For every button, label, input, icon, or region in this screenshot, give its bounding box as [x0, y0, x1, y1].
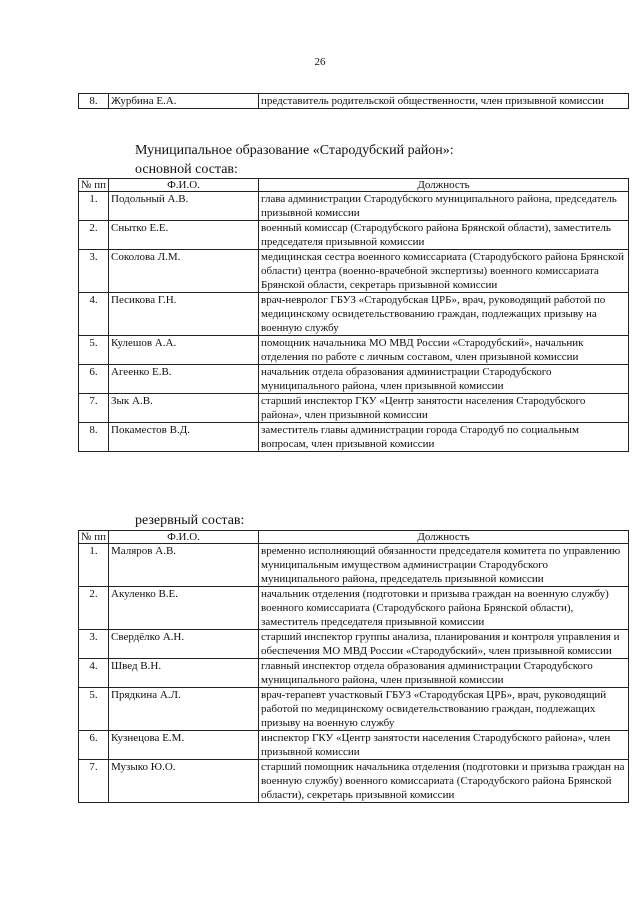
reserve-composition-table: [78, 530, 629, 803]
row-position: временно исполняющий обязанности председателя комитета по управлению муниципальным имуществом администрации Стародубского муниципального района, председатель призывной комиссии: [259, 544, 629, 587]
row-position: врач-терапевт участковый ГБУЗ «Стародубская ЦРБ», врач, руководящий работой по медицинскому освидетельствованию граждан, подлежащих призыву на военную службу: [259, 688, 629, 731]
row-number: 3.: [79, 250, 109, 293]
row-name: Кузнецова Е.М.: [109, 731, 259, 760]
row-name: Покаместов В.Д.: [109, 423, 259, 452]
row-number: 3.: [79, 630, 109, 659]
table-row: [79, 760, 629, 803]
row-position: врач-невролог ГБУЗ «Стародубская ЦРБ», врач, руководящий работой по медицинскому освидетельствованию граждан, подлежащих призыву на военную службу: [259, 293, 629, 336]
reserve-composition-heading: резервный состав:: [135, 513, 245, 528]
row-number: 7.: [79, 394, 109, 423]
row-number: 4.: [79, 659, 109, 688]
row-name: Музыко Ю.О.: [109, 760, 259, 803]
row-number: 6.: [79, 365, 109, 394]
table-row: [79, 630, 629, 659]
row-position: глава администрации Стародубского муниципального района, председатель призывной комиссии: [259, 192, 629, 221]
row-name: Швед В.Н.: [109, 659, 259, 688]
table-row: [79, 192, 629, 221]
row-name: Прядкина А.Л.: [109, 688, 259, 731]
row-name: Зык А.В.: [109, 394, 259, 423]
table-row: [79, 250, 629, 293]
row-position: инспектор ГКУ «Центр занятости населения Стародубского района», член призывной комиссии: [259, 731, 629, 760]
main-composition-heading: основной состав:: [135, 162, 238, 177]
row-name: Соколова Л.М.: [109, 250, 259, 293]
row-position: начальник отдела образования администрации Стародубского муниципального района, член призывной комиссии: [259, 365, 629, 394]
main-composition-table: [78, 178, 629, 452]
column-header-num: № пп: [79, 179, 109, 192]
table-row: [79, 659, 629, 688]
table-header-row: [79, 531, 629, 544]
row-name: Подольный А.В.: [109, 192, 259, 221]
column-header-name: Ф.И.О.: [109, 531, 259, 544]
top-table: [78, 93, 629, 109]
row-name: Песикова Г.Н.: [109, 293, 259, 336]
table-row: [79, 587, 629, 630]
row-name: Акуленко В.Е.: [109, 587, 259, 630]
row-position: заместитель главы администрации города Стародуб по социальным вопросам, член призывной комиссии: [259, 423, 629, 452]
row-name: Агеенко Е.В.: [109, 365, 259, 394]
column-header-position: Должность: [259, 531, 629, 544]
row-number: 5.: [79, 688, 109, 731]
row-position: представитель родительской общественности, член призывной комиссии: [259, 94, 629, 109]
table-row: [79, 293, 629, 336]
row-number: 2.: [79, 587, 109, 630]
column-header-name: Ф.И.О.: [109, 179, 259, 192]
table-row: [79, 336, 629, 365]
table-row: [79, 365, 629, 394]
row-position: начальник отделения (подготовки и призыва граждан на военную службу) военного комиссариата (Стародубского района Брянской области), заместитель председателя призывной комиссии: [259, 587, 629, 630]
column-header-position: Должность: [259, 179, 629, 192]
table-row: [79, 731, 629, 760]
table-row: [79, 544, 629, 587]
row-number: 8.: [79, 94, 109, 109]
table-header-row: [79, 179, 629, 192]
row-name: Кулешов А.А.: [109, 336, 259, 365]
row-number: 4.: [79, 293, 109, 336]
row-name: Снытко Е.Е.: [109, 221, 259, 250]
row-name: Свердёлко А.Н.: [109, 630, 259, 659]
table-row: [79, 423, 629, 452]
row-position: военный комиссар (Стародубского района Брянской области), заместитель председателя призывной комиссии: [259, 221, 629, 250]
page-number: 26: [314, 56, 326, 68]
table-row: [79, 394, 629, 423]
table-row: [79, 688, 629, 731]
row-number: 8.: [79, 423, 109, 452]
table-row: [79, 94, 629, 109]
row-number: 2.: [79, 221, 109, 250]
row-position: главный инспектор отдела образования администрации Стародубского муниципального района, член призывной комиссии: [259, 659, 629, 688]
row-position: старший инспектор группы анализа, планирования и контроля управления и обеспечения МО МВД России «Стародубский», член призывной комиссии: [259, 630, 629, 659]
row-number: 5.: [79, 336, 109, 365]
municipality-heading: Муниципальное образование «Стародубский район»:: [135, 143, 454, 158]
row-number: 1.: [79, 192, 109, 221]
column-header-num: № пп: [79, 531, 109, 544]
row-number: 7.: [79, 760, 109, 803]
row-position: помощник начальника МО МВД России «Стародубский», начальник отделения по работе с личным составом, член призывной комиссии: [259, 336, 629, 365]
row-position: старший помощник начальника отделения (подготовки и призыва граждан на военную службу) военного комиссариата (Стародубского района Брянской области), секретарь призывной комиссии: [259, 760, 629, 803]
row-name: Маляров А.В.: [109, 544, 259, 587]
row-position: медицинская сестра военного комиссариата (Стародубского района Брянской области) центра (военно-врачебной экспертизы) военного комиссариата Брянской области, секретарь призывной комиссии: [259, 250, 629, 293]
row-position: старший инспектор ГКУ «Центр занятости населения Стародубского района», член призывной комиссии: [259, 394, 629, 423]
row-number: 1.: [79, 544, 109, 587]
row-name: Журбина Е.А.: [109, 94, 259, 109]
table-row: [79, 221, 629, 250]
row-number: 6.: [79, 731, 109, 760]
